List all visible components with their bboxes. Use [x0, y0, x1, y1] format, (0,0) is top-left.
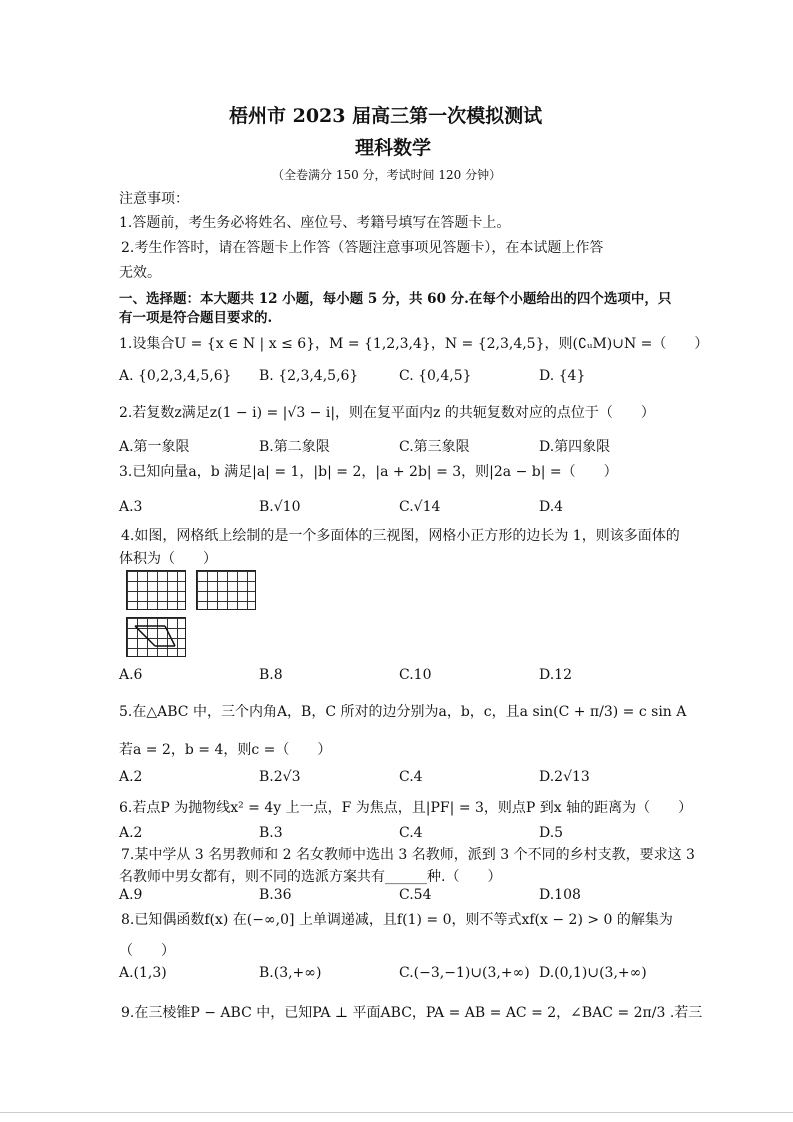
question-6-option-b: B.3 [259, 825, 283, 841]
question-4-stem-line2: 体积为（ ） [119, 551, 217, 567]
question-6-stem: 6.若点P 为抛物线x² = 4y 上一点，F 为焦点，且|PF| = 3，则点P 到x 轴的距离为（ ） [119, 800, 693, 816]
question-8-option-d: D.(0,1)∪(3,+∞) [539, 965, 647, 981]
question-7-stem-line1: 7.某中学从 3 名男教师和 2 名女教师中选出 3 名教师，派到 3 个不同的乡村支教，要求这 3 [121, 847, 695, 863]
section-heading-line1: 一、选择题：本大题共 12 小题，每小题 5 分，共 60 分.在每个小题给出的四个选项中，只 [119, 291, 672, 307]
front-view-grid [126, 570, 186, 610]
section-heading-line2: 有一项是符合题目要求的. [119, 310, 273, 326]
question-4-stem-line1: 4.如图，网格纸上绘制的是一个多面体的三视图，网格小正方形的边长为 1，则该多面体的 [121, 528, 680, 544]
question-7-option-b: B.36 [259, 887, 292, 903]
question-4-option-a: A.6 [119, 667, 143, 683]
subject-title: 理科数学 [355, 137, 432, 159]
question-3-stem: 3.已知向量a，b 满足|a| = 1，|b| = 2，|a + 2b| = 3，则|2a − b| =（ ） [119, 464, 618, 480]
question-7-option-c: C.54 [399, 887, 432, 903]
question-2-option-c: C.第三象限 [399, 439, 470, 455]
question-2-option-b: B.第二象限 [259, 439, 330, 455]
question-5-option-a: A.2 [119, 769, 143, 785]
notes-item-1: 1.答题前，考生务必将姓名、座位号、考籍号填写在答题卡上。 [119, 215, 511, 231]
question-4-option-d: D.12 [539, 667, 572, 683]
question-6-option-d: D.5 [539, 825, 564, 841]
page-title: 梧州市 2023 届高三第一次模拟测试 [229, 105, 543, 127]
question-1-option-b: B. {2,3,4,5,6} [259, 368, 359, 384]
question-2-option-d: D.第四象限 [539, 439, 611, 455]
question-8-stem-line1: 8.已知偶函数f(x) 在(−∞,0] 上单调递减，且f(1) = 0，则不等式xf(x − 2) > 0 的解集为 [121, 912, 673, 928]
question-2-option-a: A.第一象限 [119, 439, 190, 455]
notes-item-2-line2: 无效。 [119, 265, 161, 281]
question-3-option-a: A.3 [119, 499, 143, 515]
question-5-option-d: D.2√13 [539, 769, 590, 785]
top-view-lines [127, 618, 185, 656]
question-5-stem-line1: 5.在△ABC 中，三个内角A，B，C 所对的边分别为a，b，c，且a sin(C + π/3) = c sin A [119, 704, 687, 720]
question-6-option-c: C.4 [399, 825, 423, 841]
question-8-stem-line2: （ ） [119, 943, 175, 959]
question-7-option-a: A.9 [119, 887, 143, 903]
question-9-stem: 9.在三棱锥P − ABC 中，已知PA ⊥ 平面ABC，PA = AB = AC = 2，∠BAC = 2π/3 .若三 [121, 1005, 703, 1021]
question-3-option-c: C.√14 [399, 499, 441, 515]
question-1-option-d: D. {4} [539, 368, 586, 384]
question-1-stem: 1.设集合U = {x ∈ N | x ≤ 6}，M = {1,2,3,4}，N = {2,3,4,5}，则(∁ᵤM)∪N =（ ） [119, 336, 709, 352]
question-8-option-c: C.(−3,−1)∪(3,+∞) [399, 965, 530, 981]
notes-item-2-line1: 2.考生作答时，请在答题卡上作答（答题注意事项见答题卡），在本试题上作答 [121, 240, 604, 256]
question-8-option-b: B.(3,+∞) [259, 965, 322, 981]
question-1-option-c: C. {0,4,5} [399, 368, 472, 384]
question-4-option-c: C.10 [399, 667, 432, 683]
question-7-option-d: D.108 [539, 887, 581, 903]
question-3-option-d: D.4 [539, 499, 564, 515]
question-5-option-c: C.4 [399, 769, 423, 785]
question-7-stem-line2: 名教师中男女都有，则不同的选派方案共有______种.（ ） [119, 869, 502, 885]
question-3-option-b: B.√10 [259, 499, 301, 515]
side-view-grid [196, 570, 256, 610]
question-5-stem-line2: 若a = 2，b = 4，则c =（ ） [119, 742, 332, 758]
question-1-option-a: A. {0,2,3,4,5,6} [119, 368, 232, 384]
top-view-grid [126, 617, 186, 657]
question-6-option-a: A.2 [119, 825, 143, 841]
notes-heading: 注意事项： [119, 191, 189, 207]
question-8-option-a: A.(1,3) [119, 965, 167, 981]
question-5-option-b: B.2√3 [259, 769, 301, 785]
exam-meta: （全卷满分 150 分，考试时间 120 分钟） [272, 168, 502, 182]
question-2-stem: 2.若复数z满足z(1 − i) = |√3 − i|，则在复平面内z 的共轭复数对应的点位于（ ） [119, 405, 655, 421]
question-4-option-b: B.8 [259, 667, 283, 683]
page-bottom-divider [0, 1112, 793, 1113]
